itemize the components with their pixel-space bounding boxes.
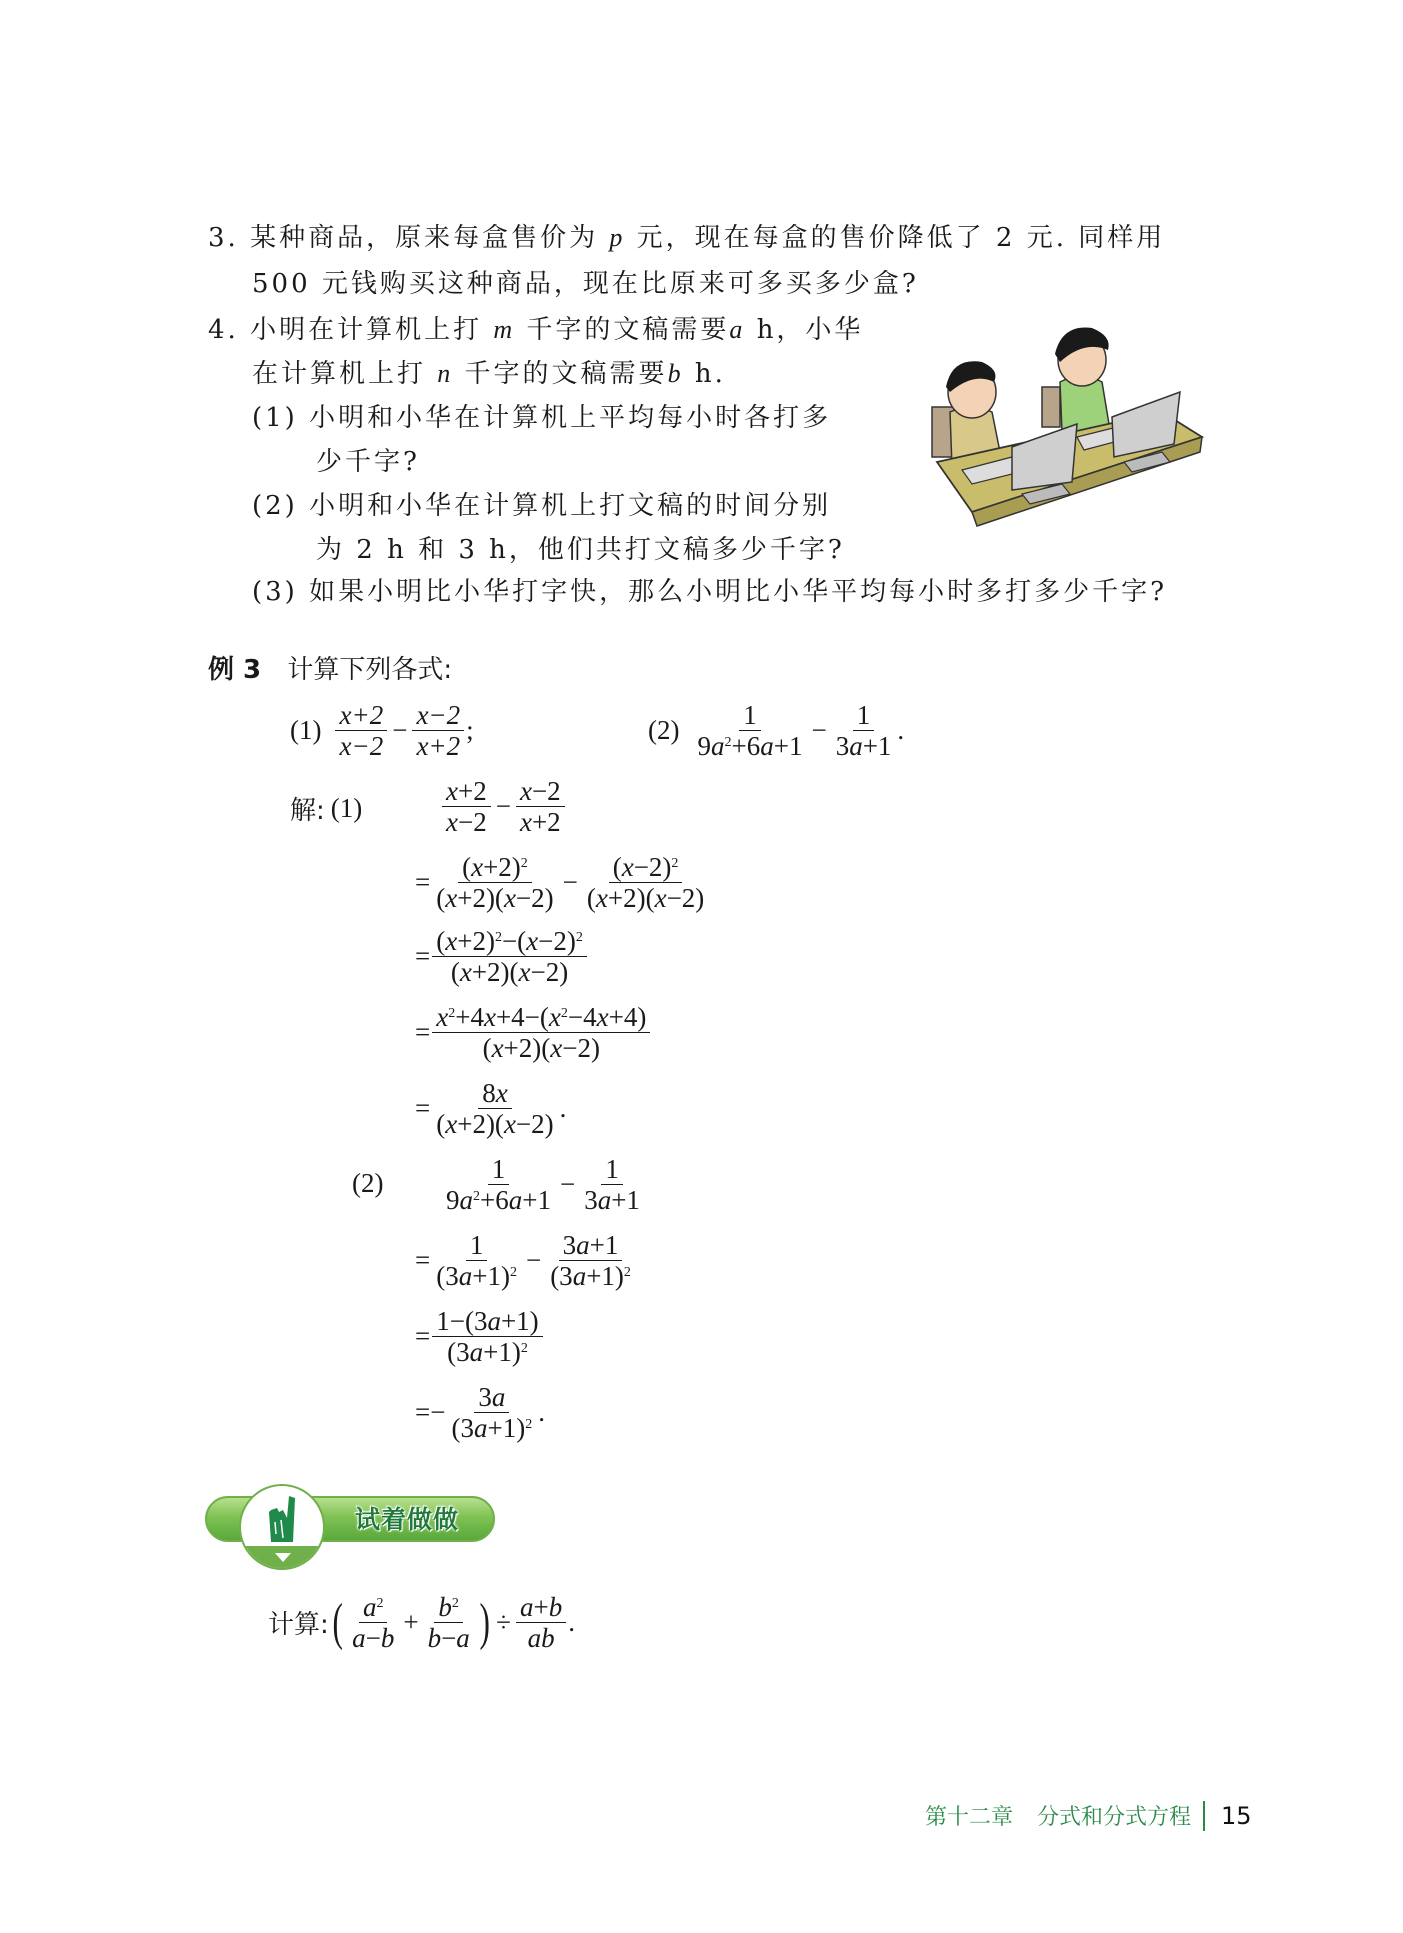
solution-2-step-1: = $\frac{1}{(3a+1)^2}$ − $\frac{3a+1}{(3a+1)^2}$	[415, 1230, 631, 1291]
exercise-4-sub2-line2: 为 2 h 和 3 h，他们共打文稿多少千字?	[316, 535, 845, 565]
exercise-4-sub1: (1) 小明和小华在计算机上平均每小时各打多	[252, 403, 832, 433]
banner-label: 试着做做	[355, 1505, 460, 1534]
solution-part2-label: (2)	[352, 1168, 384, 1198]
down-arrow-icon	[275, 1553, 291, 1562]
example-heading	[208, 652, 452, 688]
page-number: 15	[1221, 1801, 1252, 1830]
exercise-number: 4.	[208, 315, 239, 345]
exercise-3-line2: 500 元钱购买这种商品，现在比原来可多买多少盒?	[252, 269, 919, 299]
solution-1-step-4: = $\frac{8x}{(x+2)(x-2)}$ .	[415, 1078, 567, 1139]
solution-1-step-2: = $\frac{(x+2)^2-(x-2)^2}{(x+2)(x-2)}$	[415, 926, 589, 987]
exercise-3: 3. 某种商品，原来每盒售价为 p 元，现在每盒的售价降低了 2 元. 同样用	[208, 223, 1166, 253]
chapter-title: 分式和分式方程	[1037, 1805, 1192, 1830]
exercise-4: 4. 小明在计算机上打 m 千字的文稿需要a h，小华	[208, 315, 864, 345]
try-it-expression: 计算: ( $\frac{a^2}{a-b}$ + $\frac{b^2}{b-a}$ ) ÷ $\frac{a+b}{ab}$ .	[268, 1592, 575, 1653]
exercise-4-sub1-line2: 少千字?	[316, 447, 420, 477]
solution-label: 解: (1)	[290, 793, 363, 826]
solution-1-step-3: = $\frac{x^2+4x+4-(x^2-4x+4)}{(x+2)(x-2)}$	[415, 1002, 652, 1063]
banner-circle	[239, 1484, 325, 1570]
exercise-4-sub3: (3) 如果小明比小华打字快，那么小明比小华平均每小时多打多少千字?	[252, 577, 1168, 607]
fraction: $\frac{x-2}{x+2}$	[412, 700, 464, 761]
exercise-4-sub2: (2) 小明和小华在计算机上打文稿的时间分别	[252, 491, 832, 521]
footer-divider	[1203, 1801, 1205, 1831]
example-prompt: 计算下列各式:	[287, 655, 453, 685]
fraction: $\frac{x+2}{x-2}$	[335, 700, 387, 761]
solution-1-step-1: = $\frac{(x+2)^2}{(x+2)(x-2)}$ − $\frac{(x-2)^2}{(x+2)(x-2)}$	[415, 852, 705, 913]
fraction: $\frac{1}{9a^2+6a+1}$	[697, 700, 803, 761]
solution-2-step-0: $\frac{1}{9a^2+6a+1}$ − $\frac{1}{3a+1}$	[446, 1154, 640, 1215]
boys-at-computers-icon	[912, 312, 1212, 528]
solution-2-step-2: = $\frac{1-(3a+1)}{(3a+1)^2}$	[415, 1306, 545, 1367]
chapter-label: 第十二章	[925, 1805, 1014, 1830]
exercise-number: 3.	[208, 223, 239, 253]
pointing-hand-icon	[241, 1490, 325, 1550]
fraction: $\frac{1}{3a+1}$	[835, 700, 892, 761]
page-footer	[925, 1800, 1252, 1831]
example-label: 例 3	[208, 655, 262, 685]
solution-1-step-0: $\frac{x+2}{x-2}$ − $\frac{x-2}{x+2}$	[440, 776, 567, 837]
example-part2: (2) $\frac{1}{9a^2+6a+1}$ − $\frac{1}{3a+1}$ .	[648, 700, 905, 761]
illustration-boys-typing	[912, 312, 1212, 528]
exercise-4-line2: 在计算机上打 n 千字的文稿需要b h.	[252, 359, 726, 389]
example-part1: (1) $\frac{x+2}{x-2}$ − $\frac{x-2}{x+2}$ ;	[290, 700, 474, 761]
try-it-banner	[205, 1490, 500, 1548]
solution-2-step-3: =− $\frac{3a}{(3a+1)^2}$ .	[415, 1382, 545, 1443]
